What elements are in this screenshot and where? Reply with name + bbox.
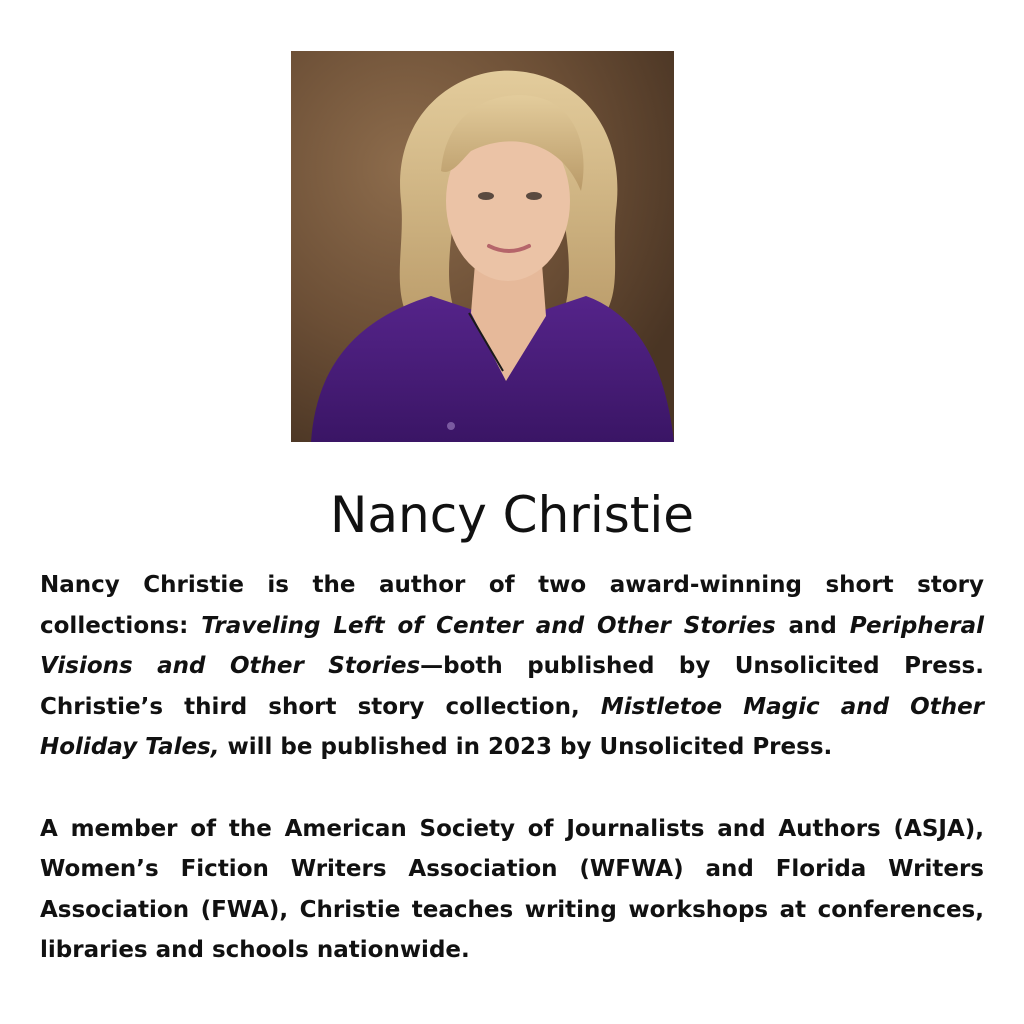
book-title: Mistletoe Magic and Other Holiday Tales,: [40, 693, 985, 761]
bio-text: —both published by Unsolicited Press. Christie’s third short story collection,: [40, 653, 984, 720]
author-photo: [291, 51, 674, 442]
bio-text: Nancy Christie is the author of two award-winning short story collections:: [40, 572, 984, 639]
author-name: Nancy Christie: [329, 486, 695, 544]
book-title: Traveling Left of Center and Other Stories: [201, 612, 776, 639]
bio-text: and: [775, 612, 850, 639]
bio-paragraph-2: A member of the American Society of Journalists and Authors (ASJA), Women’s Fiction Writers Association (WFWA) and Florida Writers Association (FWA), Christie teaches writing workshops at conferences, libraries and schools nationwide.: [40, 815, 984, 964]
bio-text: will be published in 2023 by Unsolicited Press.: [219, 734, 833, 761]
bio-paragraph-1: [40, 565, 984, 768]
book-title: Peripheral Visions and Other Stories: [40, 612, 985, 680]
author-bio: [40, 565, 984, 971]
